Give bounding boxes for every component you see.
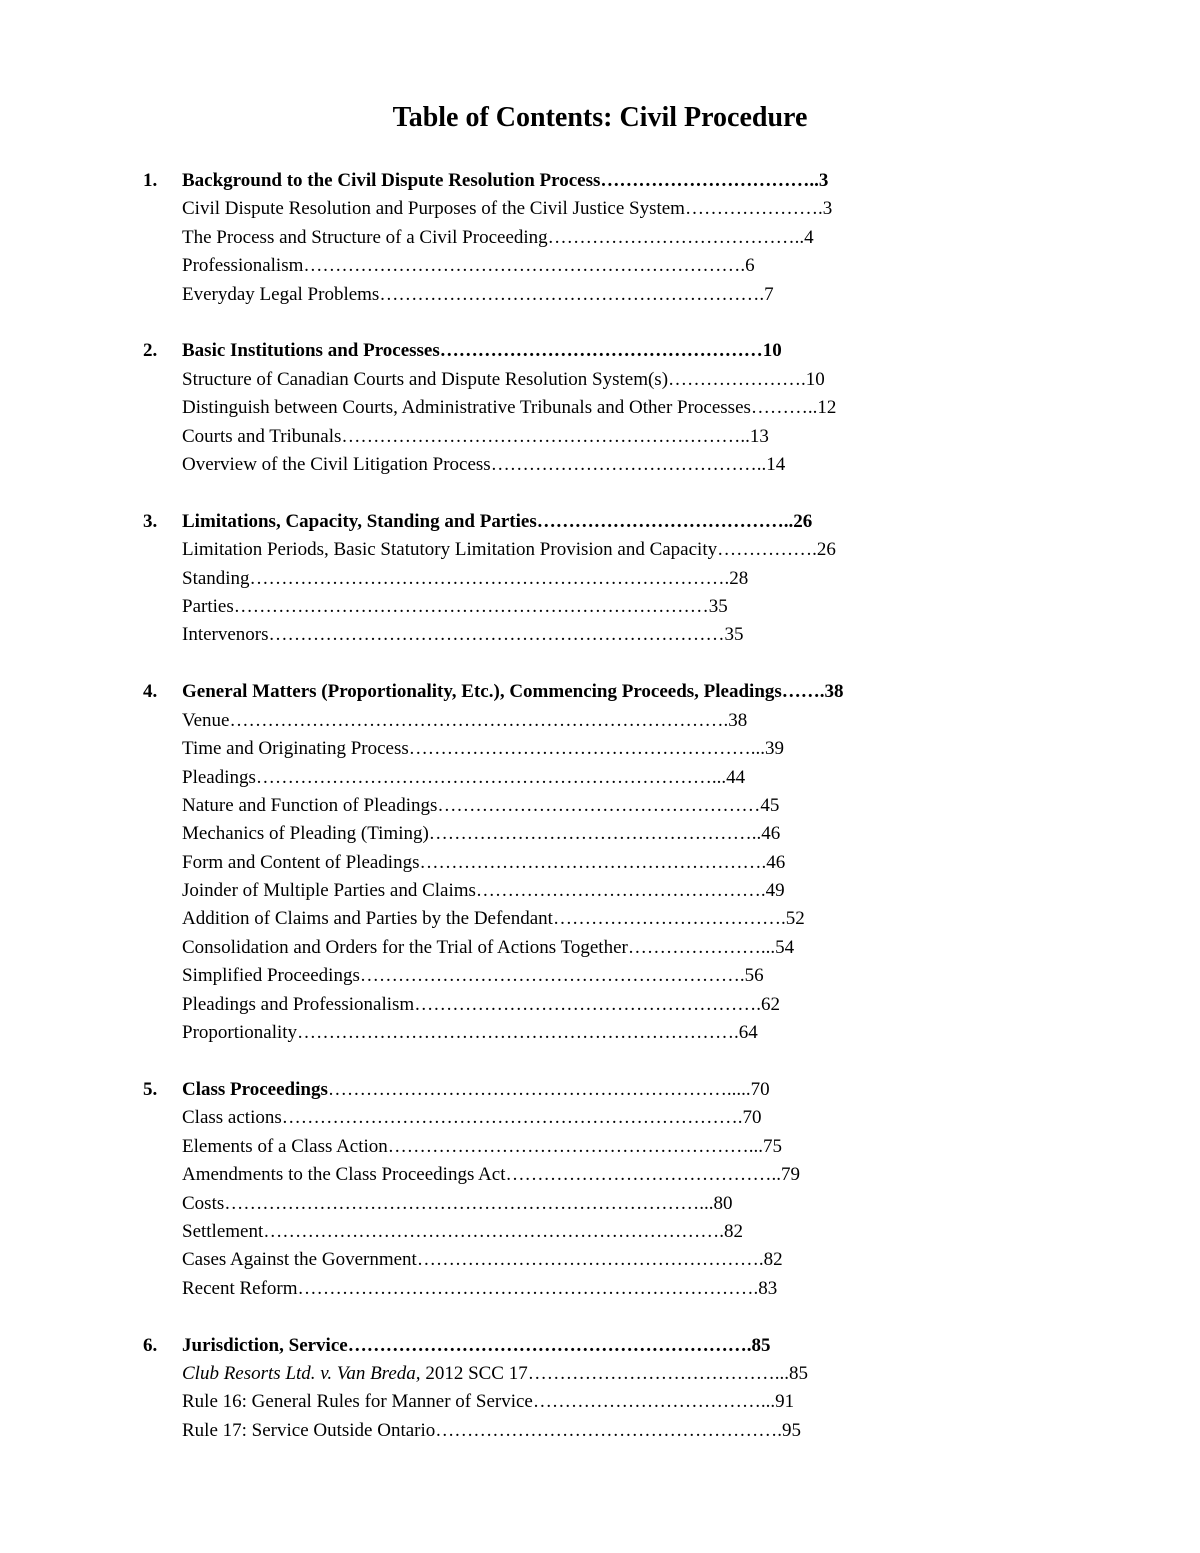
section-heading <box>143 167 963 195</box>
section-title: Jurisdiction, Service……………………………………………………….85 <box>182 1334 771 1356</box>
toc-entry-text: Pleadings………………………………………………………………...44 <box>182 766 746 788</box>
toc-entry <box>143 1275 963 1303</box>
toc-entry-text: Pleadings and Professionalism……………………………………………….62 <box>182 993 780 1015</box>
toc-entry-text: Rule 17: Service Outside Ontario……………………………………………….95 <box>182 1419 802 1441</box>
section-heading <box>143 1332 963 1360</box>
case-name: Club Resorts Ltd. v. Van Breda, <box>182 1362 421 1384</box>
toc-entry-text: Mechanics of Pleading (Timing)……………………………………………..46 <box>182 823 781 845</box>
toc-entry <box>143 1360 963 1388</box>
toc-entry-text: Overview of the Civil Litigation Process……………………………………..14 <box>182 454 786 476</box>
toc-entry <box>143 1190 963 1218</box>
toc-entry <box>143 1218 963 1246</box>
toc-entry <box>143 565 963 593</box>
section-title: Background to the Civil Dispute Resolution Process……………………………..3 <box>182 170 829 191</box>
section-title: General Matters (Proportionality, Etc.), Commencing Proceeds, Pleadings…….38 <box>182 681 844 703</box>
toc-entry <box>143 224 963 252</box>
toc-entry-text: Everyday Legal Problems…………………………………………………….7 <box>182 283 774 305</box>
toc-section-3 <box>143 508 963 650</box>
toc-entry <box>143 281 963 309</box>
toc-entry-text: Standing………………………………………………………………….28 <box>182 567 749 589</box>
toc-entry <box>143 252 963 280</box>
section-number: 1. <box>143 170 158 191</box>
toc-entry <box>143 423 963 451</box>
toc-entry-text: Elements of a Class Action…………………………………………………...75 <box>182 1135 783 1157</box>
toc-entry <box>143 792 963 820</box>
toc-entry-text: Time and Originating Process………………………………………………...39 <box>182 738 785 760</box>
toc-entry-text: The Process and Structure of a Civil Proceeding…………………………………..4 <box>182 226 814 248</box>
toc-entry-text: Civil Dispute Resolution and Purposes of the Civil Justice System………………….3 <box>182 198 833 220</box>
section-leader: ……………………………………………………….....70 <box>327 1078 770 1100</box>
toc-entry <box>143 991 963 1019</box>
toc-entry-text: Joinder of Multiple Parties and Claims……………………………………….49 <box>182 880 785 902</box>
toc-entry <box>143 1246 963 1274</box>
toc-entry-text <box>182 1360 808 1388</box>
toc-entry-text: Structure of Canadian Courts and Dispute Resolution System(s)………………….10 <box>182 368 825 390</box>
toc-entry-text: Limitation Periods, Basic Statutory Limitation Provision and Capacity…………….26 <box>182 539 836 561</box>
section-title: Basic Institutions and Processes……………………………………………10 <box>182 340 782 362</box>
toc-entry-text: Venue…………………………………………………………………….38 <box>182 709 748 731</box>
toc-entry <box>143 593 963 621</box>
toc-entry <box>143 1019 963 1047</box>
toc-section-1 <box>143 167 963 309</box>
toc-entry <box>143 1161 963 1189</box>
toc-entry-text: Costs…………………………………………………………………...80 <box>182 1192 733 1214</box>
toc-entry-text: Cases Against the Government……………………………………………….82 <box>182 1249 783 1271</box>
toc-entry-text: Parties…………………………………………………………………35 <box>182 596 728 618</box>
toc-entry-text: Consolidation and Orders for the Trial of Actions Together…………………...54 <box>182 936 795 958</box>
toc-entry-text: Addition of Claims and Parties by the Defendant……………………………….52 <box>182 908 805 930</box>
toc-entry <box>143 820 963 848</box>
toc-entry <box>143 1133 963 1161</box>
toc-entry-text: Professionalism…………………………………………………………….6 <box>182 255 755 277</box>
toc-entry <box>143 905 963 933</box>
section-heading <box>143 1076 963 1104</box>
toc-entry <box>143 735 963 763</box>
section-heading <box>143 337 963 365</box>
section-number: 5. <box>143 1078 158 1100</box>
toc-entry <box>143 934 963 962</box>
toc-entry-text: Form and Content of Pleadings……………………………………………….46 <box>182 851 786 873</box>
document-title: Table of Contents: Civil Procedure <box>392 102 808 133</box>
toc-entry <box>143 621 963 649</box>
table-of-contents <box>143 167 963 1474</box>
toc-entry-text: Courts and Tribunals………………………………………………………..13 <box>182 425 769 447</box>
section-number: 4. <box>143 681 158 703</box>
toc-entry <box>143 707 963 735</box>
section-number: 2. <box>143 340 158 362</box>
toc-entry <box>143 1388 963 1416</box>
toc-entry-text: Simplified Proceedings…………………………………………………….56 <box>182 965 764 987</box>
toc-entry <box>143 1104 963 1132</box>
toc-section-6 <box>143 1332 963 1446</box>
toc-entry-text: Rule 16: General Rules for Manner of Service………………………………...91 <box>182 1391 795 1413</box>
toc-entry <box>143 195 963 223</box>
toc-section-2 <box>143 337 963 479</box>
toc-entry <box>143 536 963 564</box>
section-heading <box>143 508 963 536</box>
toc-section-4 <box>143 678 963 1047</box>
toc-entry-text: Recent Reform……………………………………………………………….83 <box>182 1277 778 1299</box>
section-title: Limitations, Capacity, Standing and Parties…………………………………..26 <box>182 510 813 532</box>
section-title-line <box>182 1076 770 1104</box>
toc-entry <box>143 877 963 905</box>
toc-entry <box>143 764 963 792</box>
toc-entry <box>143 366 963 394</box>
toc-entry <box>143 1417 963 1445</box>
toc-entry <box>143 849 963 877</box>
toc-entry <box>143 451 963 479</box>
toc-entry-text: Proportionality…………………………………………………………….64 <box>182 1022 758 1044</box>
section-number: 3. <box>143 510 158 532</box>
toc-entry <box>143 962 963 990</box>
toc-entry-text: Nature and Function of Pleadings……………………………………………45 <box>182 794 780 816</box>
toc-entry-text: Class actions……………………………………………………………….70 <box>182 1107 762 1129</box>
section-number: 6. <box>143 1334 158 1356</box>
case-citation: 2012 SCC 17…………………………………...85 <box>420 1362 808 1384</box>
toc-entry-text: Intervenors………………………………………………………………35 <box>182 624 744 646</box>
toc-section-5 <box>143 1076 963 1303</box>
toc-entry-text: Amendments to the Class Proceedings Act……………………………………..79 <box>182 1164 800 1186</box>
section-title: Class Proceedings <box>182 1078 328 1100</box>
toc-entry-text: Settlement……………………………………………………………….82 <box>182 1220 744 1242</box>
section-heading <box>143 678 963 706</box>
toc-entry <box>143 394 963 422</box>
toc-entry-text: Distinguish between Courts, Administrative Tribunals and Other Processes………..12 <box>182 397 837 419</box>
